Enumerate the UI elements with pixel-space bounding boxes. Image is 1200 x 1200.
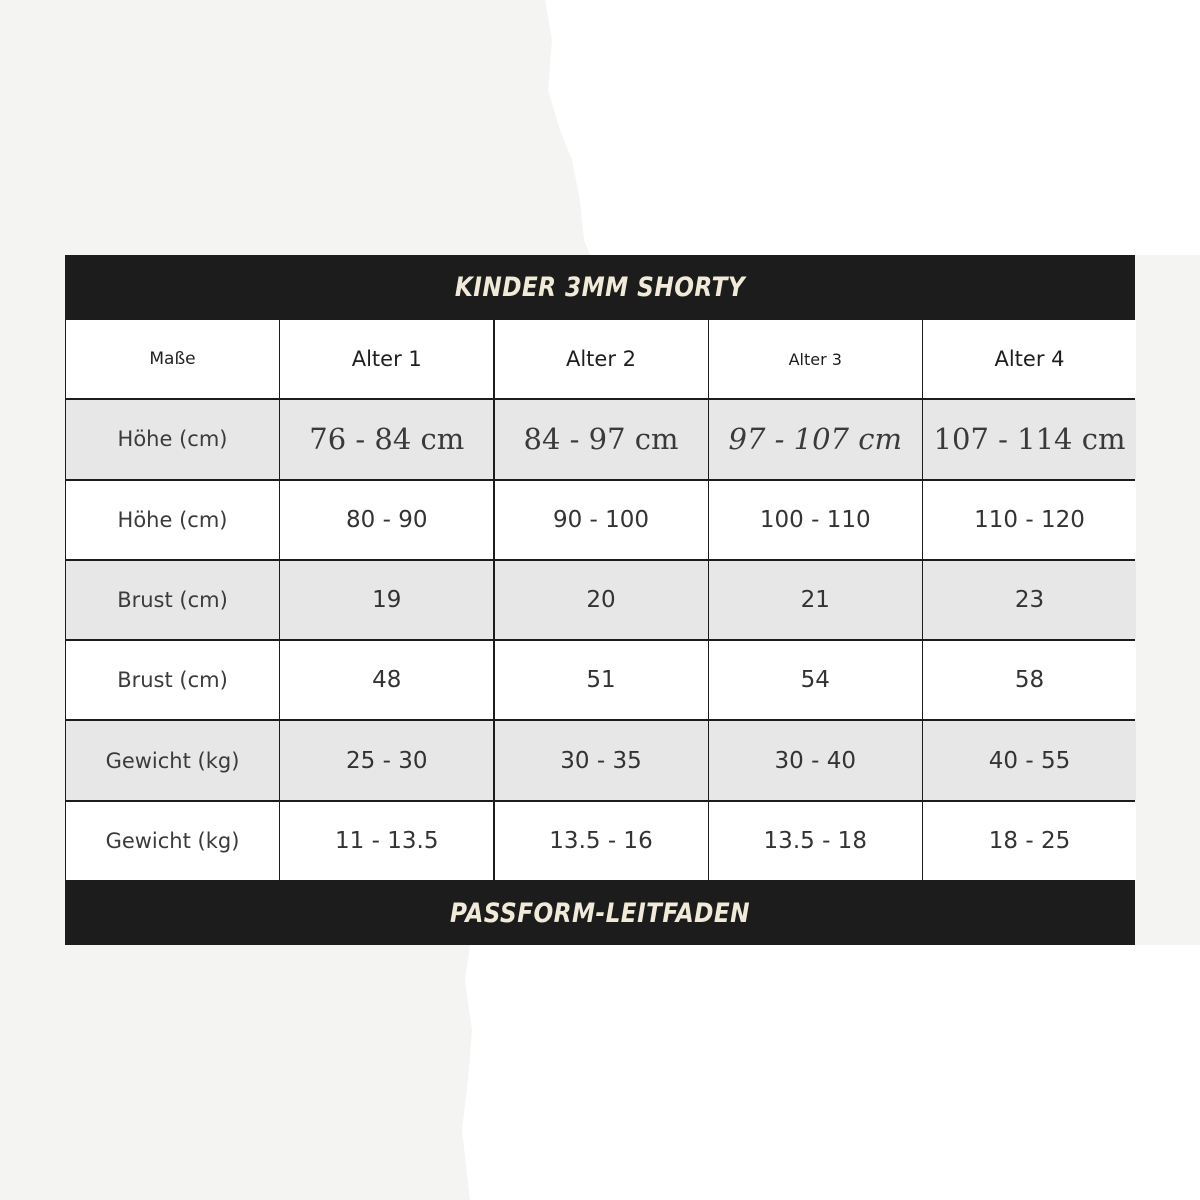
table-cell: 48 — [280, 641, 493, 719]
chart-title: KINDER 3MM SHORTY — [454, 271, 746, 303]
header-label-cell: Maße — [66, 320, 279, 398]
chart-footer: PASSFORM-LEITFADEN — [449, 897, 750, 929]
row-label: Höhe (cm) — [66, 481, 279, 559]
table-cell: 90 - 100 — [495, 481, 708, 559]
table-cell: 107 - 114 cm — [923, 400, 1136, 478]
header-age-4: Alter 4 — [923, 320, 1136, 398]
table-cell: 19 — [280, 561, 493, 639]
table-cell: 20 — [495, 561, 708, 639]
row-label: Brust (cm) — [66, 561, 279, 639]
table-cell: 58 — [923, 641, 1136, 719]
table-cell: 13.5 - 16 — [495, 802, 708, 880]
row-label: Gewicht (kg) — [66, 802, 279, 880]
table-cell: 110 - 120 — [923, 481, 1136, 559]
table-cell: 80 - 90 — [280, 481, 493, 559]
table-cell: 25 - 30 — [280, 721, 493, 799]
table-cell: 40 - 55 — [923, 721, 1136, 799]
table-cell: 30 - 40 — [709, 721, 922, 799]
table-cell: 84 - 97 cm — [495, 400, 708, 478]
header-age-1: Alter 1 — [280, 320, 493, 398]
table-cell: 51 — [495, 641, 708, 719]
header-age-3: Alter 3 — [709, 320, 922, 398]
row-label: Gewicht (kg) — [66, 721, 279, 799]
table-cell: 100 - 110 — [709, 481, 922, 559]
row-label: Höhe (cm) — [66, 400, 279, 478]
size-chart — [65, 255, 1135, 945]
table-cell: 76 - 84 cm — [280, 400, 493, 478]
size-table — [65, 319, 1135, 881]
table-cell: 11 - 13.5 — [280, 802, 493, 880]
table-cell: 54 — [709, 641, 922, 719]
table-cell: 18 - 25 — [923, 802, 1136, 880]
table-cell: 97 - 107 cm — [709, 400, 922, 478]
table-cell: 30 - 35 — [495, 721, 708, 799]
row-label: Brust (cm) — [66, 641, 279, 719]
table-cell: 21 — [709, 561, 922, 639]
header-age-2: Alter 2 — [495, 320, 708, 398]
table-cell: 23 — [923, 561, 1136, 639]
table-cell: 13.5 - 18 — [709, 802, 922, 880]
